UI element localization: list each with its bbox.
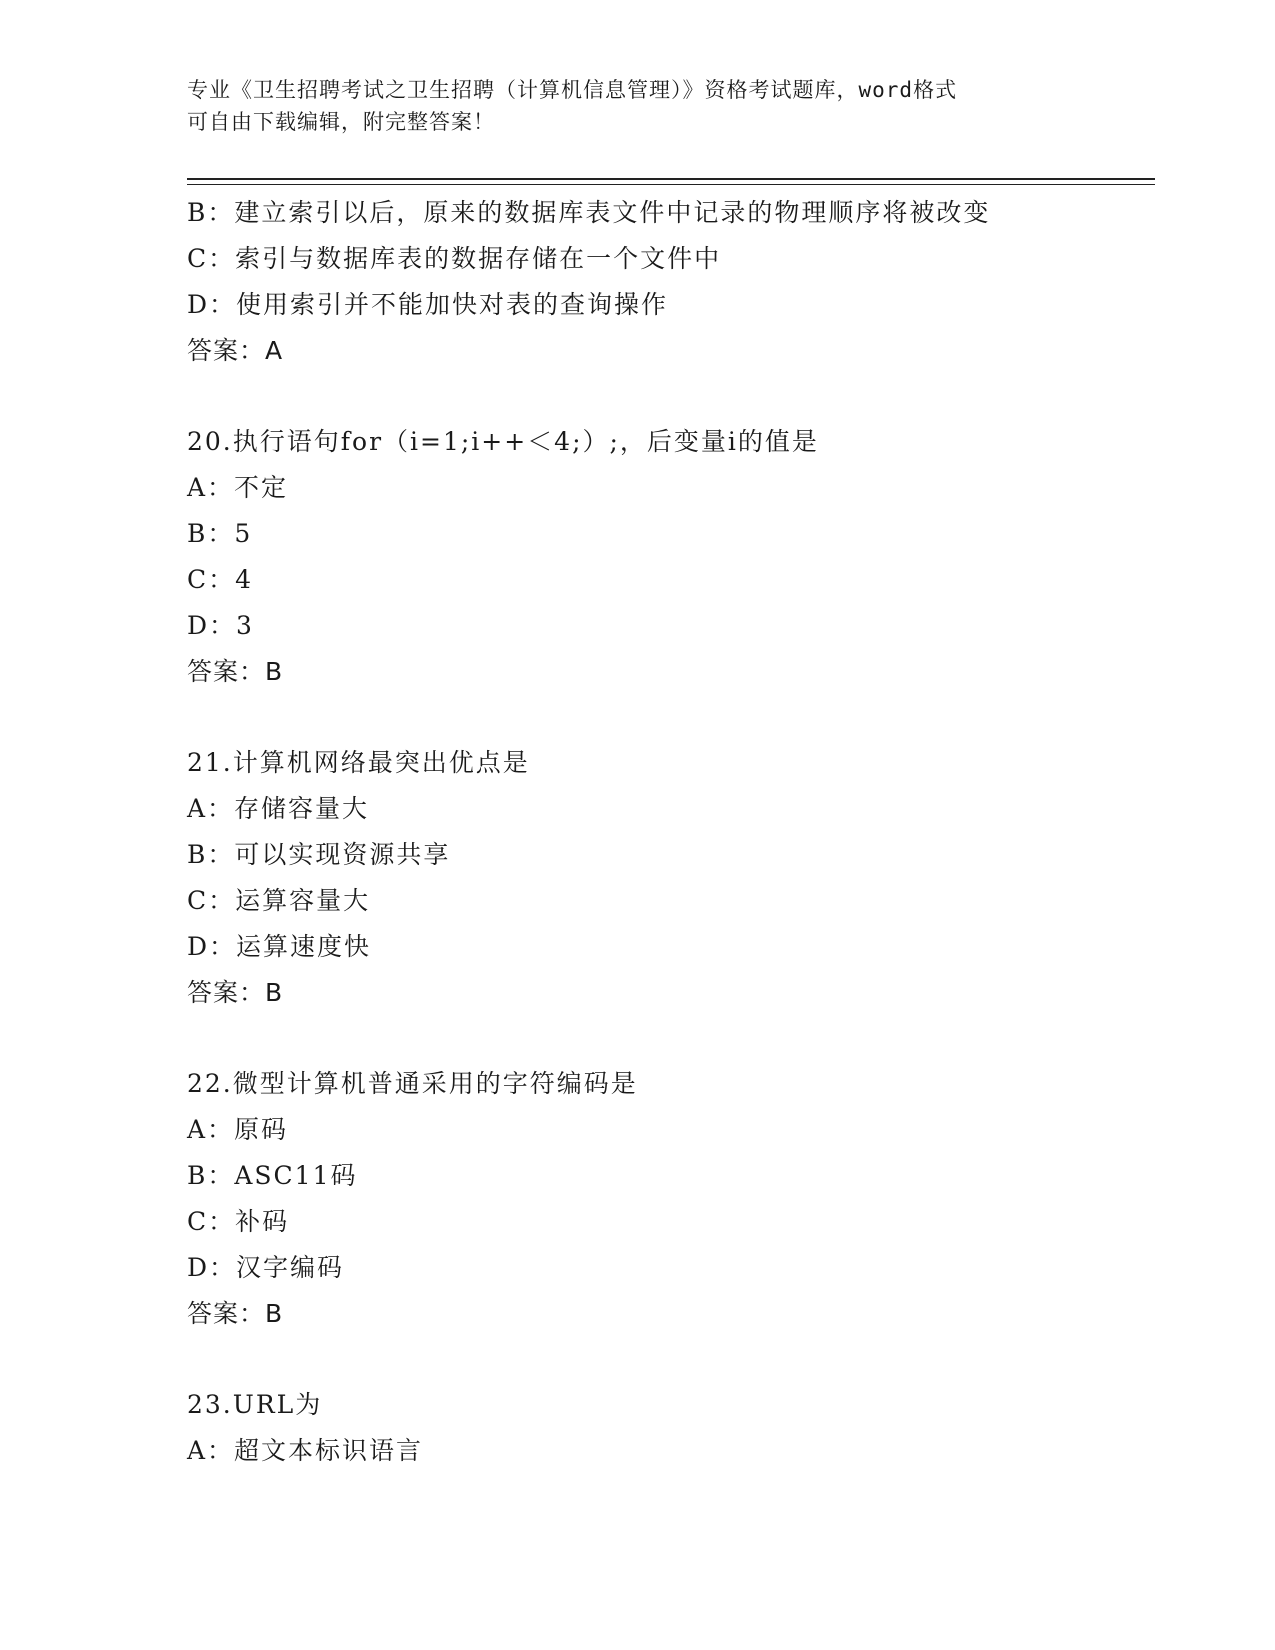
- header-title-line-1: 专业《卫生招聘考试之卫生招聘（计算机信息管理）》资格考试题库，word格式: [187, 78, 958, 102]
- question-content: [187, 190, 1147, 1474]
- option-c: C：运算容量大: [187, 886, 371, 915]
- header-divider-thick: [187, 178, 1155, 180]
- question-spacer: [187, 1016, 1147, 1061]
- document-header: [187, 74, 1067, 138]
- question-stem: 20.执行语句for（i=1;i++＜4;）;，后变量i的值是: [187, 427, 819, 456]
- header-title-line-2: 可自由下载编辑，附完整答案！: [187, 110, 495, 134]
- question-stem: 21.计算机网络最突出优点是: [187, 748, 530, 777]
- option-b: B：5: [187, 519, 253, 548]
- answer-line: 答案：B: [187, 657, 284, 686]
- option-d: D：3: [187, 611, 254, 640]
- option-b: B：建立索引以后，原来的数据库表文件中记录的物理顺序将被改变: [187, 198, 991, 227]
- question-21: [187, 740, 1147, 1016]
- option-b: B：可以实现资源共享: [187, 840, 451, 869]
- option-a: A：存储容量大: [187, 794, 370, 823]
- question-spacer: [187, 374, 1147, 419]
- answer-line: 答案：B: [187, 978, 284, 1007]
- option-c: C：4: [187, 565, 254, 594]
- answer-line: 答案：B: [187, 1299, 284, 1328]
- answer-line: 答案：A: [187, 336, 284, 365]
- question-spacer: [187, 695, 1147, 740]
- option-d: D：汉字编码: [187, 1253, 345, 1282]
- question-stem: 22.微型计算机普通采用的字符编码是: [187, 1069, 638, 1098]
- question-20: [187, 419, 1147, 695]
- question-23: [187, 1382, 1147, 1474]
- question-19-continuation: [187, 190, 1147, 374]
- option-d: D：运算速度快: [187, 932, 372, 961]
- header-divider-thin: [187, 184, 1155, 185]
- option-c: C：索引与数据库表的数据存储在一个文件中: [187, 244, 722, 273]
- option-a: A：原码: [187, 1115, 289, 1144]
- option-d: D：使用索引并不能加快对表的查询操作: [187, 290, 669, 319]
- question-stem: 23.URL为: [187, 1390, 323, 1419]
- option-c: C：补码: [187, 1207, 290, 1236]
- option-a: A：超文本标识语言: [187, 1436, 424, 1465]
- option-a: A：不定: [187, 473, 289, 502]
- question-spacer: [187, 1337, 1147, 1382]
- option-b: B：ASC11码: [187, 1161, 358, 1190]
- question-22: [187, 1061, 1147, 1337]
